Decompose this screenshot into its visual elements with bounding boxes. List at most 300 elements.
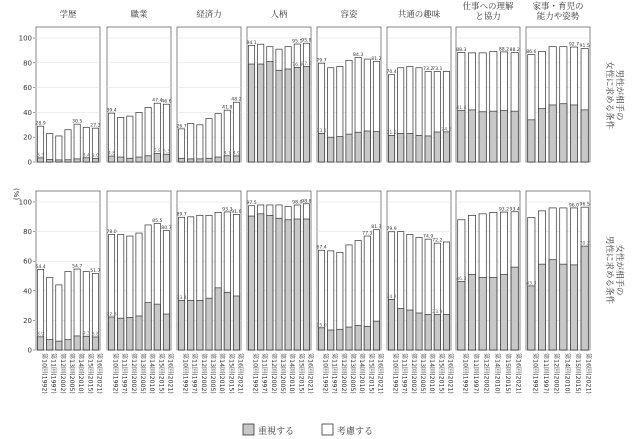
data-label-juushi: 3.4 (82, 153, 90, 159)
x-tick-label: 第15回(2015) (227, 353, 235, 394)
bar-juushi (267, 215, 273, 350)
x-tick-label: 第15回(2015) (367, 353, 375, 394)
bar-juushi (294, 219, 300, 350)
y-tick-label: 20 (23, 316, 32, 325)
panel (386, 27, 451, 162)
bar-kouryo (127, 116, 133, 162)
bar-juushi (500, 111, 507, 162)
bar-juushi (479, 112, 486, 162)
legend (243, 424, 373, 437)
data-label-total: 79.9 (386, 227, 397, 233)
x-tick-label: 第10回(1992) (391, 353, 399, 394)
data-label-total: 79.7 (316, 58, 327, 64)
bar-juushi (364, 131, 370, 162)
panel (526, 191, 590, 350)
bar-juushi (528, 120, 535, 162)
data-label-juushi: 21.5 (386, 130, 397, 136)
data-label-total: 28.9 (35, 121, 46, 127)
panel (106, 27, 171, 162)
data-label-total: 27.3 (90, 123, 101, 129)
bar-juushi (570, 265, 577, 350)
data-label-total: 88.3 (456, 48, 467, 54)
bar-juushi (145, 303, 151, 350)
bar-juushi (398, 133, 404, 162)
bar-juushi (267, 62, 273, 162)
bar-juushi (47, 340, 53, 350)
x-tick-label: 第13回(2005) (68, 353, 75, 394)
bar-juushi (434, 132, 440, 162)
bar-juushi (416, 135, 422, 162)
data-label-total: 96.0 (568, 203, 580, 209)
x-tick-label: 第10回(1992) (111, 353, 119, 394)
data-label-total: 89.7 (176, 212, 187, 218)
x-tick-label: 第14回(2010) (148, 353, 156, 394)
data-label-total: 72.2 (432, 238, 443, 244)
bar-juushi (511, 267, 518, 350)
data-label-juushi: 76.3 (292, 62, 303, 68)
bar-juushi (188, 159, 194, 162)
bar-juushi (511, 111, 518, 162)
panel-title: 家事・育児の (532, 2, 584, 12)
bar-kouryo (65, 130, 71, 162)
bar-juushi (188, 300, 194, 350)
data-label-total: 88.2 (498, 47, 510, 53)
bar-juushi (276, 70, 282, 162)
data-label-total: 96.5 (579, 202, 590, 208)
x-tick-label: 第14回(2010) (218, 353, 226, 394)
x-tick-label: 第11回(1997) (330, 353, 338, 394)
data-label-total: 41.8 (222, 105, 233, 111)
panel-frame (526, 191, 590, 350)
bar-juushi (197, 159, 203, 162)
bar-juushi (92, 337, 98, 350)
x-tick-label: 第12回(2002) (339, 353, 347, 394)
bar-juushi (108, 317, 114, 350)
data-label-juushi: 4.7 (223, 151, 231, 157)
bar-juushi (258, 214, 264, 350)
x-tick-label: 第13回(2005) (419, 353, 426, 394)
panel (316, 191, 381, 350)
bar-juushi (425, 314, 431, 350)
x-tick-label: 第14回(2010) (563, 353, 571, 394)
row-label-men: 男性が相手の女性に求める条件 (604, 60, 624, 130)
bar-juushi (318, 133, 324, 162)
bar-juushi (528, 286, 535, 350)
bar-juushi (233, 156, 239, 162)
x-tick-label: 第14回(2010) (428, 353, 436, 394)
data-label-juushi: 3.3 (36, 153, 45, 159)
x-tick-label: 第16回(2021) (166, 353, 174, 394)
bar-juushi (74, 159, 80, 162)
bar-juushi (581, 110, 588, 162)
data-label-total: 92.7 (568, 42, 580, 48)
x-tick-label: 第13回(2005) (279, 353, 286, 394)
data-label-total: 93.4 (509, 207, 520, 213)
y-tick-label: 20 (23, 133, 32, 142)
x-tick-label: 第11回(1997) (472, 353, 479, 394)
bar-juushi (425, 136, 431, 162)
panel (246, 191, 311, 350)
data-label-juushi: 43.3 (526, 281, 537, 287)
bar-juushi (92, 158, 98, 162)
x-tick-label: 第10回(1992) (461, 353, 469, 394)
bar-juushi (118, 318, 124, 350)
data-label-total: 88.2 (509, 48, 520, 54)
data-label-juushi: 34.2 (386, 294, 397, 300)
bar-juushi (248, 64, 254, 162)
bar-juushi (346, 134, 352, 162)
x-tick-label: 第12回(2002) (129, 353, 137, 394)
data-label-juushi: 23.9 (432, 310, 443, 316)
bar-juushi (83, 336, 89, 350)
bar-juushi (294, 67, 300, 162)
panel-title: と協力 (475, 12, 501, 22)
data-label-total: 98.8 (301, 199, 312, 205)
data-label-total: 91.6 (231, 209, 242, 215)
bar-juushi (127, 317, 133, 350)
data-label-juushi: 46.3 (456, 276, 467, 282)
bar-juushi (258, 64, 264, 162)
data-label-juushi: 8.8 (91, 332, 100, 338)
panel-title: 容姿 (340, 10, 358, 20)
x-tick-label: 第10回(1992) (181, 353, 189, 394)
bar-juushi (407, 133, 413, 162)
bar-juushi (355, 326, 361, 350)
bar-juushi (215, 157, 221, 162)
row-label-women: 女性が相手の男性に求める条件 (604, 235, 624, 305)
y-unit-label: (%) (12, 187, 20, 201)
bar-kouryo (136, 112, 142, 162)
x-tick-label: 第16回(2021) (376, 353, 384, 394)
y-tick-label: 80 (23, 59, 32, 68)
data-label-total: 97.5 (246, 201, 257, 207)
data-label-total: 46.6 (161, 99, 172, 105)
x-tick-label: 第16回(2021) (446, 353, 454, 394)
data-label-total: 81.2 (371, 56, 382, 62)
y-tick-label: 40 (23, 287, 32, 296)
x-tick-label: 第16回(2021) (306, 353, 314, 394)
data-label-total: 94.1 (246, 40, 257, 46)
panel (35, 191, 100, 350)
data-label-juushi: 24.3 (441, 127, 452, 133)
bar-kouryo (47, 277, 53, 350)
x-tick-label: 第10回(1992) (251, 353, 259, 394)
x-tick-label: 第12回(2002) (552, 353, 560, 394)
data-label-total: 77.3 (362, 231, 373, 237)
y-tick-label: 60 (23, 84, 32, 93)
data-label-total: 51.7 (90, 268, 101, 274)
bar-kouryo (56, 136, 62, 162)
panel (106, 191, 171, 350)
bar-juushi (443, 132, 449, 162)
x-tick-label: 第11回(1997) (190, 353, 198, 394)
bar-juushi (154, 154, 160, 162)
x-tick-label: 第16回(2021) (236, 353, 244, 394)
x-tick-label: 第16回(2021) (514, 353, 522, 394)
x-tick-label: 第10回(1992) (531, 353, 539, 394)
data-label-total: 39.4 (106, 108, 117, 114)
bar-juushi (346, 327, 352, 350)
x-tick-label: 第11回(1997) (542, 353, 549, 394)
bar-juushi (479, 277, 486, 350)
panel (316, 27, 381, 162)
bar-juushi (490, 111, 497, 162)
bar-juushi (206, 158, 212, 162)
bar-juushi (570, 105, 577, 162)
panels (35, 27, 590, 350)
bar-kouryo (56, 285, 62, 350)
data-label-juushi: 33.4 (176, 296, 187, 302)
x-tick-label: 第12回(2002) (58, 353, 66, 394)
panel (456, 27, 520, 162)
y-tick-label: 60 (23, 257, 32, 266)
panel-frame (456, 191, 520, 350)
bar-juushi (303, 219, 309, 350)
bar-juushi (364, 326, 370, 350)
bar-juushi (145, 156, 151, 162)
x-tick-label: 第15回(2015) (86, 353, 94, 394)
data-label-total: 98.0 (292, 200, 303, 206)
panel (386, 191, 451, 350)
bar-juushi (538, 264, 545, 350)
x-tick-label: 第14回(2010) (358, 353, 366, 394)
panel-title: 学歴 (59, 10, 77, 20)
bar-juushi (549, 105, 556, 162)
data-label-juushi: 77.0 (301, 62, 312, 68)
bar-juushi (328, 137, 334, 162)
data-label-total: 81.3 (371, 225, 382, 231)
bar-juushi (581, 246, 588, 350)
bar-juushi (355, 132, 361, 162)
data-label-total: 48.2 (231, 97, 242, 103)
bar-juushi (468, 110, 475, 162)
bar-kouryo (74, 124, 80, 162)
bar-juushi (127, 158, 133, 162)
panel-title: 人柄 (270, 10, 288, 20)
y-tick-label: 100 (18, 198, 32, 207)
panel-title: 仕事への理解 (462, 2, 514, 12)
bar-kouryo (188, 124, 194, 162)
x-tick-label: 第13回(2005) (139, 353, 146, 394)
bar-juushi (398, 309, 404, 350)
bar-juushi (65, 340, 71, 350)
data-label-juushi: 6.8 (153, 149, 161, 155)
bar-juushi (178, 301, 184, 350)
data-label-juushi: 3.0 (91, 153, 100, 159)
data-label-total: 93.3 (222, 207, 233, 213)
x-tick-label: 第16回(2021) (584, 353, 592, 394)
bar-juushi (197, 300, 203, 350)
bar-kouryo (206, 119, 212, 162)
data-label-juushi: 23.1 (316, 128, 327, 134)
data-label-total: 74.9 (423, 234, 434, 240)
data-label-total: 54.7 (72, 264, 83, 270)
bar-kouryo (118, 117, 124, 162)
bar-juushi (233, 296, 239, 350)
bar-juushi (468, 275, 475, 350)
data-label-total: 85.5 (152, 218, 163, 224)
data-label-total: 73.1 (432, 66, 443, 72)
bar-juushi (56, 160, 62, 162)
bar-juushi (458, 281, 465, 350)
bar-juushi (163, 154, 169, 162)
panel (176, 27, 241, 162)
bar-juushi (416, 313, 422, 350)
y-tick-label: 40 (23, 108, 32, 117)
data-label-total: 86.6 (526, 50, 537, 56)
bar-juushi (74, 336, 80, 350)
bar-juushi (500, 275, 507, 350)
bar-juushi (549, 260, 556, 350)
x-tick-label: 第11回(1997) (260, 353, 268, 394)
panel (246, 27, 311, 162)
x-tick-label: 第15回(2015) (574, 353, 581, 394)
bar-juushi (388, 135, 394, 162)
bar-juushi (373, 321, 379, 350)
data-label-total: 47.4 (152, 98, 163, 104)
x-tick-label: 第10回(1992) (321, 353, 329, 394)
x-tick-label: 第15回(2015) (157, 353, 165, 394)
bar-juushi (388, 299, 394, 350)
bar-juushi (434, 315, 440, 350)
bar-juushi (303, 67, 309, 162)
x-tick-label: 第15回(2015) (437, 353, 445, 394)
data-label-total: 95.8 (301, 38, 312, 44)
bar-juushi (373, 132, 379, 162)
bar-juushi (224, 292, 230, 350)
data-label-juushi: 9.3 (82, 331, 90, 337)
x-tick-label: 第11回(1997) (49, 353, 57, 394)
bar-juushi (458, 111, 465, 162)
data-label-juushi: 8.9 (36, 332, 45, 338)
bar-juushi (337, 137, 343, 162)
data-label-total: 30.5 (72, 119, 83, 125)
bar-juushi (407, 310, 413, 350)
panel (526, 27, 590, 162)
bar-juushi (47, 160, 53, 162)
data-label-total: 70.4 (386, 70, 397, 76)
data-label-total: 78.0 (106, 230, 117, 236)
data-label-juushi: 6.3 (162, 149, 171, 155)
bar-kouryo (178, 129, 184, 162)
panel (456, 191, 520, 350)
x-tick-label: 第12回(2002) (409, 353, 417, 394)
panel-title: 共通の趣味 (397, 10, 441, 20)
bar-juushi (538, 109, 545, 162)
bar-juushi (65, 160, 71, 162)
legend-swatch-juushi (243, 424, 254, 435)
bar-juushi (56, 341, 62, 350)
bar-juushi (328, 330, 334, 350)
panel-title: 職業 (130, 10, 148, 20)
legend-swatch-kouryo (322, 424, 333, 435)
bar-juushi (285, 220, 291, 350)
bar-juushi (337, 329, 343, 350)
panel (35, 27, 100, 162)
bar-kouryo (197, 125, 203, 162)
legend-label-juushi: 重視する (258, 427, 295, 437)
bar-juushi (83, 158, 89, 162)
bar-juushi (206, 298, 212, 350)
x-tick-label: 第15回(2015) (297, 353, 305, 394)
y-tick-label: 80 (23, 228, 32, 237)
y-tick-label: 0 (27, 158, 32, 167)
x-tick-label: 第14回(2010) (77, 353, 85, 394)
bar-kouryo (145, 107, 151, 162)
bar-juushi (318, 328, 324, 350)
x-tick-label: 第14回(2010) (493, 353, 501, 394)
bar-kouryo (65, 272, 71, 350)
x-tick-label: 第14回(2010) (288, 353, 296, 394)
bar-juushi (248, 216, 254, 350)
bar-juushi (276, 218, 282, 350)
data-label-total: 67.4 (316, 245, 327, 251)
legend-label-kouryo: 考慮する (337, 427, 374, 437)
y-tick-label: 0 (27, 346, 32, 355)
bar-juushi (560, 104, 567, 162)
data-label-total: 26.7 (176, 124, 187, 130)
bar-juushi (285, 69, 291, 162)
x-tick-label: 第12回(2002) (199, 353, 207, 394)
bar-juushi (118, 157, 124, 162)
data-label-total: 54.4 (35, 264, 46, 270)
x-tick-label: 第10回(1992) (40, 353, 48, 394)
bar-kouryo (47, 133, 53, 162)
x-axis-labels (41, 353, 593, 394)
data-label-juushi: 4.8 (107, 151, 116, 157)
x-tick-label: 第12回(2002) (269, 353, 277, 394)
data-label-juushi: 4.9 (232, 151, 241, 157)
data-label-total: 91.5 (579, 44, 590, 50)
data-label-total: 95.1 (292, 39, 303, 45)
x-tick-label: 第13回(2005) (349, 353, 356, 394)
data-label-total: 84.3 (353, 52, 364, 58)
data-label-total: 80.7 (161, 226, 172, 232)
bar-juushi (108, 156, 114, 162)
bar-juushi (178, 158, 184, 162)
data-label-juushi: 70.2 (579, 241, 590, 247)
data-label-total: 93.2 (498, 207, 510, 213)
bar-juushi (560, 264, 567, 350)
data-label-juushi: 15.0 (316, 323, 327, 329)
bar-kouryo (215, 114, 221, 162)
data-label-juushi: 41.4 (456, 106, 467, 112)
x-tick-label: 第11回(1997) (120, 353, 128, 394)
panel-title: 経済力 (196, 10, 222, 20)
bar-juushi (224, 156, 230, 162)
x-tick-label: 第15回(2015) (504, 353, 511, 394)
x-tick-label: 第12回(2002) (482, 353, 490, 394)
x-tick-label: 第11回(1997) (400, 353, 408, 394)
x-tick-label: 第16回(2021) (95, 353, 103, 394)
y-tick-label: 100 (18, 34, 32, 43)
bar-juushi (443, 314, 449, 350)
panel (176, 191, 241, 350)
bar-juushi (154, 304, 160, 350)
bar-juushi (136, 157, 142, 162)
data-label-total: 73.2 (423, 66, 434, 72)
data-label-juushi: 22.3 (106, 312, 117, 318)
bar-juushi (37, 158, 43, 162)
bar-juushi (163, 314, 169, 350)
panel-title: 能力や姿勢 (536, 12, 580, 22)
panel-titles (59, 1, 583, 22)
y-axes (19, 35, 35, 355)
x-tick-label: 第13回(2005) (209, 353, 216, 394)
bar-juushi (490, 277, 497, 350)
bar-juushi (215, 288, 221, 350)
bar-juushi (37, 337, 43, 350)
